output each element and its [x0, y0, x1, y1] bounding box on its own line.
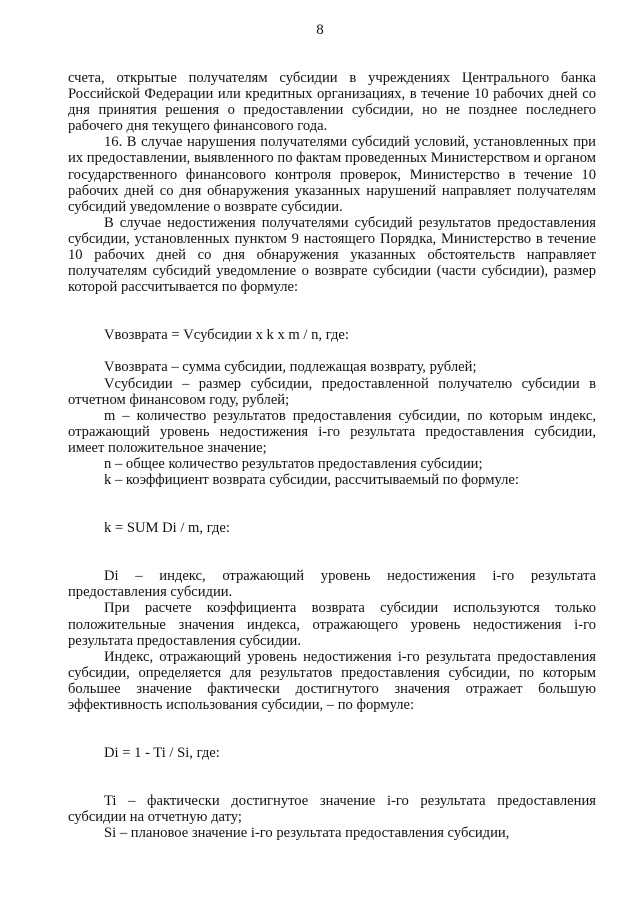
definition-n: n – общее количество результатов предоставления субсидии;	[104, 455, 483, 472]
definition-m: m – количество результатов предоставления субсидии, по которым индекс, отражающий уровень недостижения i-го результата предоставления субсидии, имеет положительное значение;	[68, 407, 596, 456]
definition-v-subsidy: Vсубсидии – размер субсидии, предоставленной получателю субсидии в отчетном финансовом году, рублей;	[68, 375, 596, 408]
paragraph-positive-values: При расчете коэффициента возврата субсидии используются только положительные значения индекса, отражающего уровень недостижения i-го результата предоставления субсидии.	[68, 600, 596, 649]
paragraph-index-definition: Индекс, отражающий уровень недостижения i-го результата предоставления субсидии, определяется для результатов предоставления субсидии, по которым большее значение фактически достигнутого значения отражает большую эффективность использования субсидии, – по формуле:	[68, 648, 596, 713]
definition-v-return: Vвозврата – сумма субсидии, подлежащая возврату, рублей;	[104, 359, 477, 376]
definition-k: k – коэффициент возврата субсидии, рассчитываемый по формуле:	[104, 472, 519, 489]
paragraph-account-transfer: счета, открытые получателям субсидии в учреждениях Центрального банка Российской Федерации или кредитных организациях, в течение 10 рабочих дней со дня принятия решения о предоставлении субсидии, но не позднее последнего рабочего дня текущего финансового года.	[68, 70, 596, 135]
definition-di: Di – индекс, отражающий уровень недостижения i-го результата предоставления субсидии.	[68, 568, 596, 601]
paragraph-16-violation: 16. В случае нарушения получателями субсидий условий, установленных при их предоставлении, выявленного по фактам проведенных Министерством и органом государственного финансового контроля проверок, Министерство в течение 10 рабочих дней со дня обнаружения указанных нарушений направляет получателям субсидий уведомление о возврате субсидии.	[68, 134, 596, 215]
page-number: 8	[316, 22, 324, 38]
definition-ti: Ti – фактически достигнутое значение i-го результата предоставления субсидии на отчетную дату;	[68, 793, 596, 826]
formula-return-amount: Vвозврата = Vсубсидии x k x m / n, где:	[104, 327, 349, 344]
document-body	[68, 70, 596, 841]
formula-k: k = SUM Di / m, где:	[104, 520, 230, 537]
paragraph-non-achievement: В случае недостижения получателями субсидий результатов предоставления субсидии, установленных пунктом 9 настоящего Порядка, Министерство в течение 10 рабочих дней со дня обнаружения указанных обстоятельств направляет получателям субсидий уведомление о возврате субсидии (части субсидии), размер которой рассчитывается по формуле:	[68, 214, 596, 296]
definition-si: Si – плановое значение i-го результата предоставления субсидии,	[104, 825, 510, 842]
formula-di: Di = 1 - Ti / Si, где:	[104, 745, 220, 762]
